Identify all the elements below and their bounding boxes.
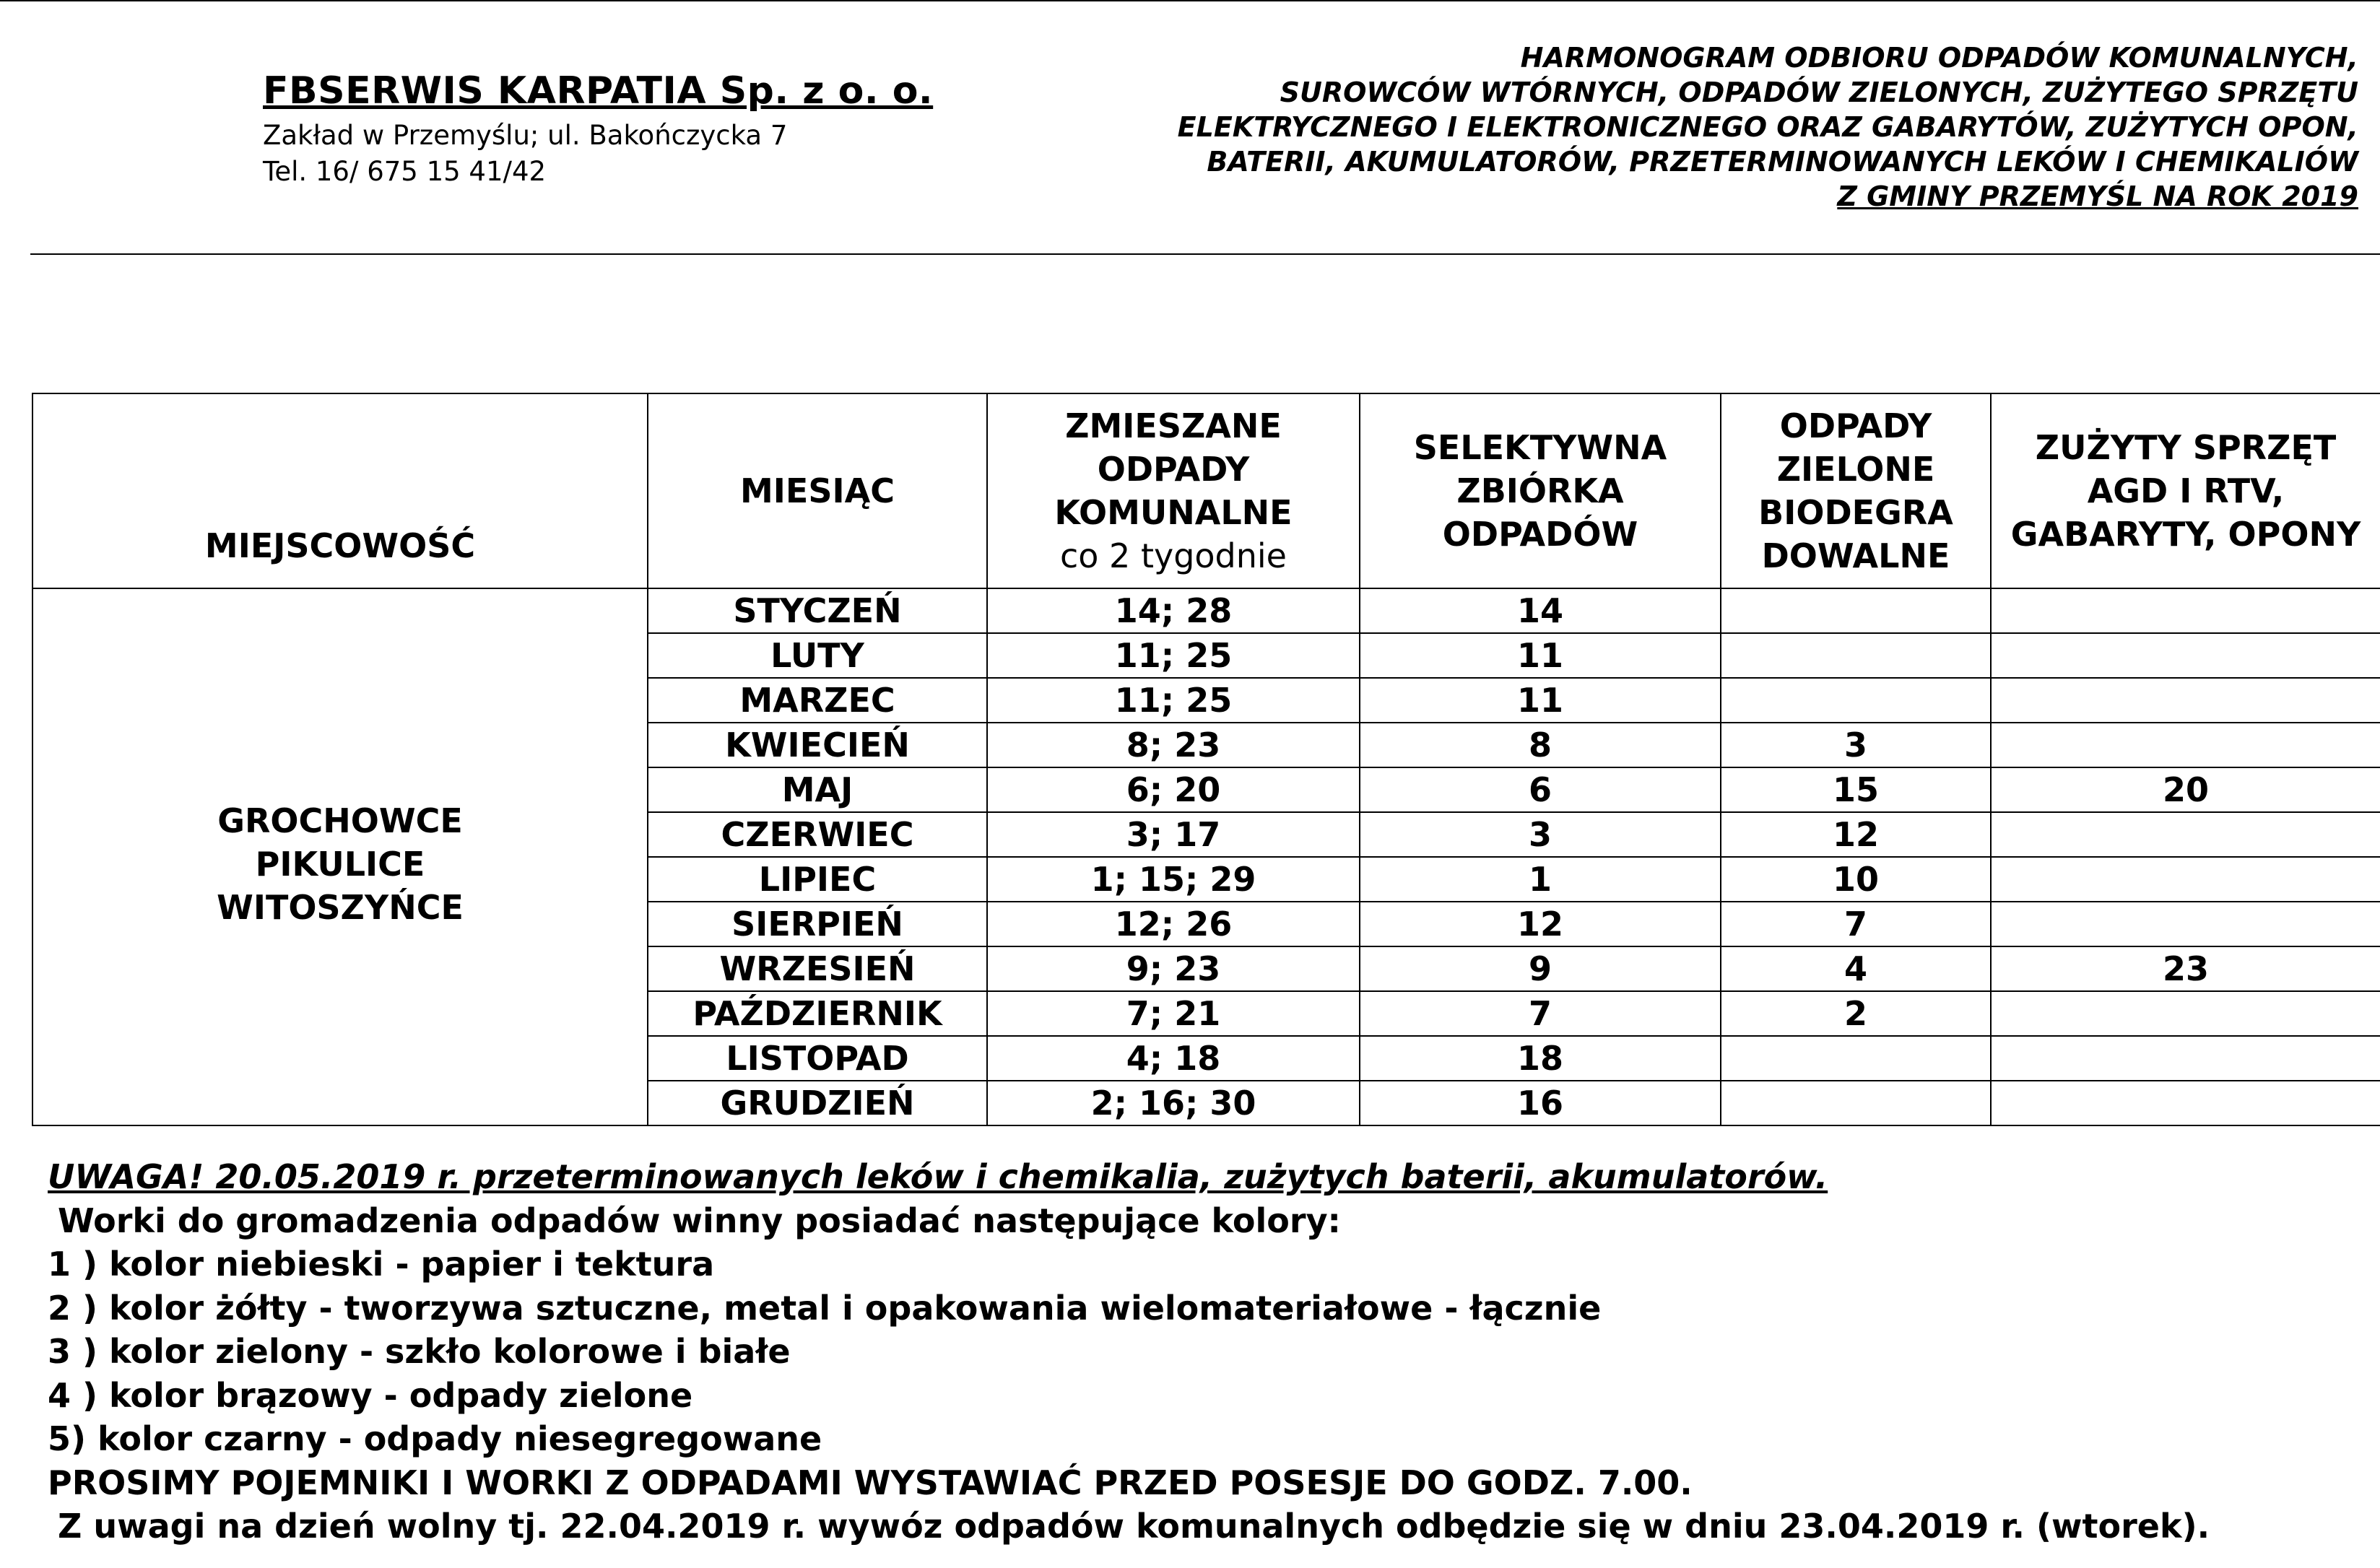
mixed-cell: 8; 23 [987,723,1360,767]
month-cell: LIPIEC [648,857,987,902]
company-name: FBSERWIS KARPATIA Sp. z o. o. [263,69,934,113]
selective-cell: 8 [1360,723,1721,767]
holiday-note: Z uwagi na dzień wolny tj. 22.04.2019 r. wywóz odpadów komunalnych odbędzie się w dniu 23.04.2019 r. (wtorek). [58,1507,2210,1546]
mixed-cell: 2; 16; 30 [987,1081,1360,1125]
bulky-cell [1991,633,2380,678]
company-phone: Tel. 16/ 675 15 41/42 [263,156,547,187]
bulky-cell [1991,678,2380,723]
request-note: PROSIMY POJEMNIKI I WORKI Z ODPADAMI WYSTAWIAĆ PRZED POSESJE DO GODZ. 7.00. [48,1463,1693,1502]
green-cell: 12 [1721,812,1991,857]
selective-cell: 11 [1360,633,1721,678]
header-place: MIEJSCOWOŚĆ [32,393,648,588]
header-mixed-line: ODPADY [1097,450,1250,489]
header-bulky [1991,393,2380,588]
bag-color-item: 3 ) kolor zielony - szkło kolorowe i białe [48,1332,791,1371]
warning-note: UWAGA! 20.05.2019 r. przeterminowanych leków i chemikalia, zużytych baterii, akumulatorów. [48,1157,1828,1196]
month-cell: LUTY [648,633,987,678]
bulky-cell [1991,991,2380,1036]
selective-cell: 6 [1360,767,1721,812]
bulky-cell [1991,857,2380,902]
mixed-cell: 14; 28 [987,588,1360,633]
title-line: BATERII, AKUMULATORÓW, PRZETERMINOWANYCH LEKÓW I CHEMIKALIÓW [1207,146,2358,178]
place-name: WITOSZYŃCE [217,888,464,927]
bag-color-item: 5) kolor czarny - odpady niesegregowane [48,1419,822,1458]
bulky-cell [1991,588,2380,633]
month-cell: CZERWIEC [648,812,987,857]
mixed-cell: 4; 18 [987,1036,1360,1081]
header-bulky-line: GABARYTY, OPONY [2010,515,2361,554]
selective-cell: 1 [1360,857,1721,902]
title-line: SUROWCÓW WTÓRNYCH, ODPADÓW ZIELONYCH, ZUŻYTEGO SPRZĘTU [1280,77,2358,108]
header-selective [1360,393,1721,588]
header-mixed-line: ZMIESZANE [1065,406,1282,445]
month-cell: KWIECIEŃ [648,723,987,767]
mixed-cell: 12; 26 [987,902,1360,946]
header-green [1721,393,1991,588]
selective-cell: 11 [1360,678,1721,723]
bags-intro: Worki do gromadzenia odpadów winny posiadać następujące kolory: [58,1201,1341,1240]
bulky-cell: 23 [1991,946,2380,991]
header-month: MIESIĄC [648,393,987,588]
green-cell: 4 [1721,946,1991,991]
header-mixed-line: co 2 tygodnie [1060,536,1287,575]
header-mixed-line: KOMUNALNE [1054,493,1293,532]
month-cell: MAJ [648,767,987,812]
green-cell: 15 [1721,767,1991,812]
selective-cell: 18 [1360,1036,1721,1081]
month-cell: GRUDZIEŃ [648,1081,987,1125]
green-cell [1721,678,1991,723]
selective-cell: 3 [1360,812,1721,857]
header-green-line: DOWALNE [1761,536,1950,575]
green-cell: 10 [1721,857,1991,902]
schedule-table [32,393,2380,1126]
title-line: ELEKTRYCZNEGO I ELEKTRONICZNEGO ORAZ GABARYTÓW, ZUŻYTYCH OPON, [1177,111,2358,143]
month-cell: LISTOPAD [648,1036,987,1081]
header-selective-line: ZBIÓRKA [1456,471,1624,510]
bag-color-item: 1 ) kolor niebieski - papier i tektura [48,1245,715,1284]
header-green-line: ODPADY [1779,406,1932,445]
header-green-line: ZIELONE [1776,450,1935,489]
header-selective-line: ODPADÓW [1442,515,1638,554]
table-row [32,588,2380,633]
places-cell [32,588,648,1125]
header-selective-line: SELEKTYWNA [1413,428,1667,467]
bag-color-item: 2 ) kolor żółty - tworzywa sztuczne, metal i opakowania wielomateriałowe - łącznie [48,1288,1602,1328]
bulky-cell [1991,812,2380,857]
header-mixed [987,393,1360,588]
notes-section [48,1155,2358,1549]
title-line: HARMONOGRAM ODBIORU ODPADÓW KOMUNALNYCH, [1520,42,2358,74]
bulky-cell: 20 [1991,767,2380,812]
green-cell: 3 [1721,723,1991,767]
green-cell [1721,588,1991,633]
selective-cell: 16 [1360,1081,1721,1125]
mixed-cell: 6; 20 [987,767,1360,812]
bag-color-item: 4 ) kolor brązowy - odpady zielone [48,1375,693,1415]
mixed-cell: 7; 21 [987,991,1360,1036]
bulky-cell [1991,1081,2380,1125]
place-name: PIKULICE [255,845,425,884]
document-title [1131,40,2358,214]
month-cell: WRZESIEŃ [648,946,987,991]
selective-cell: 12 [1360,902,1721,946]
mixed-cell: 1; 15; 29 [987,857,1360,902]
mixed-cell: 3; 17 [987,812,1360,857]
month-cell: PAŹDZIERNIK [648,991,987,1036]
bulky-cell [1991,723,2380,767]
selective-cell: 9 [1360,946,1721,991]
top-rule [0,0,2380,1]
month-cell: SIERPIEŃ [648,902,987,946]
bulky-cell [1991,902,2380,946]
header-bulky-line: ZUŻYTY SPRZĘT [2035,428,2337,467]
green-cell [1721,1081,1991,1125]
month-cell: STYCZEŃ [648,588,987,633]
title-line: Z GMINY PRZEMYŚL NA ROK 2019 [1837,180,2358,212]
green-cell [1721,1036,1991,1081]
green-cell: 2 [1721,991,1991,1036]
place-name: GROCHOWCE [217,801,463,840]
green-cell [1721,633,1991,678]
mixed-cell: 11; 25 [987,678,1360,723]
month-cell: MARZEC [648,678,987,723]
header-rule [30,253,2380,255]
header-green-line: BIODEGRA [1758,493,1953,532]
table-header-row [32,393,2380,588]
company-address: Zakład w Przemyślu; ul. Bakończycka 7 [263,120,788,151]
bulky-cell [1991,1036,2380,1081]
selective-cell: 7 [1360,991,1721,1036]
mixed-cell: 9; 23 [987,946,1360,991]
green-cell: 7 [1721,902,1991,946]
selective-cell: 14 [1360,588,1721,633]
header-bulky-line: AGD I RTV, [2087,471,2285,510]
mixed-cell: 11; 25 [987,633,1360,678]
